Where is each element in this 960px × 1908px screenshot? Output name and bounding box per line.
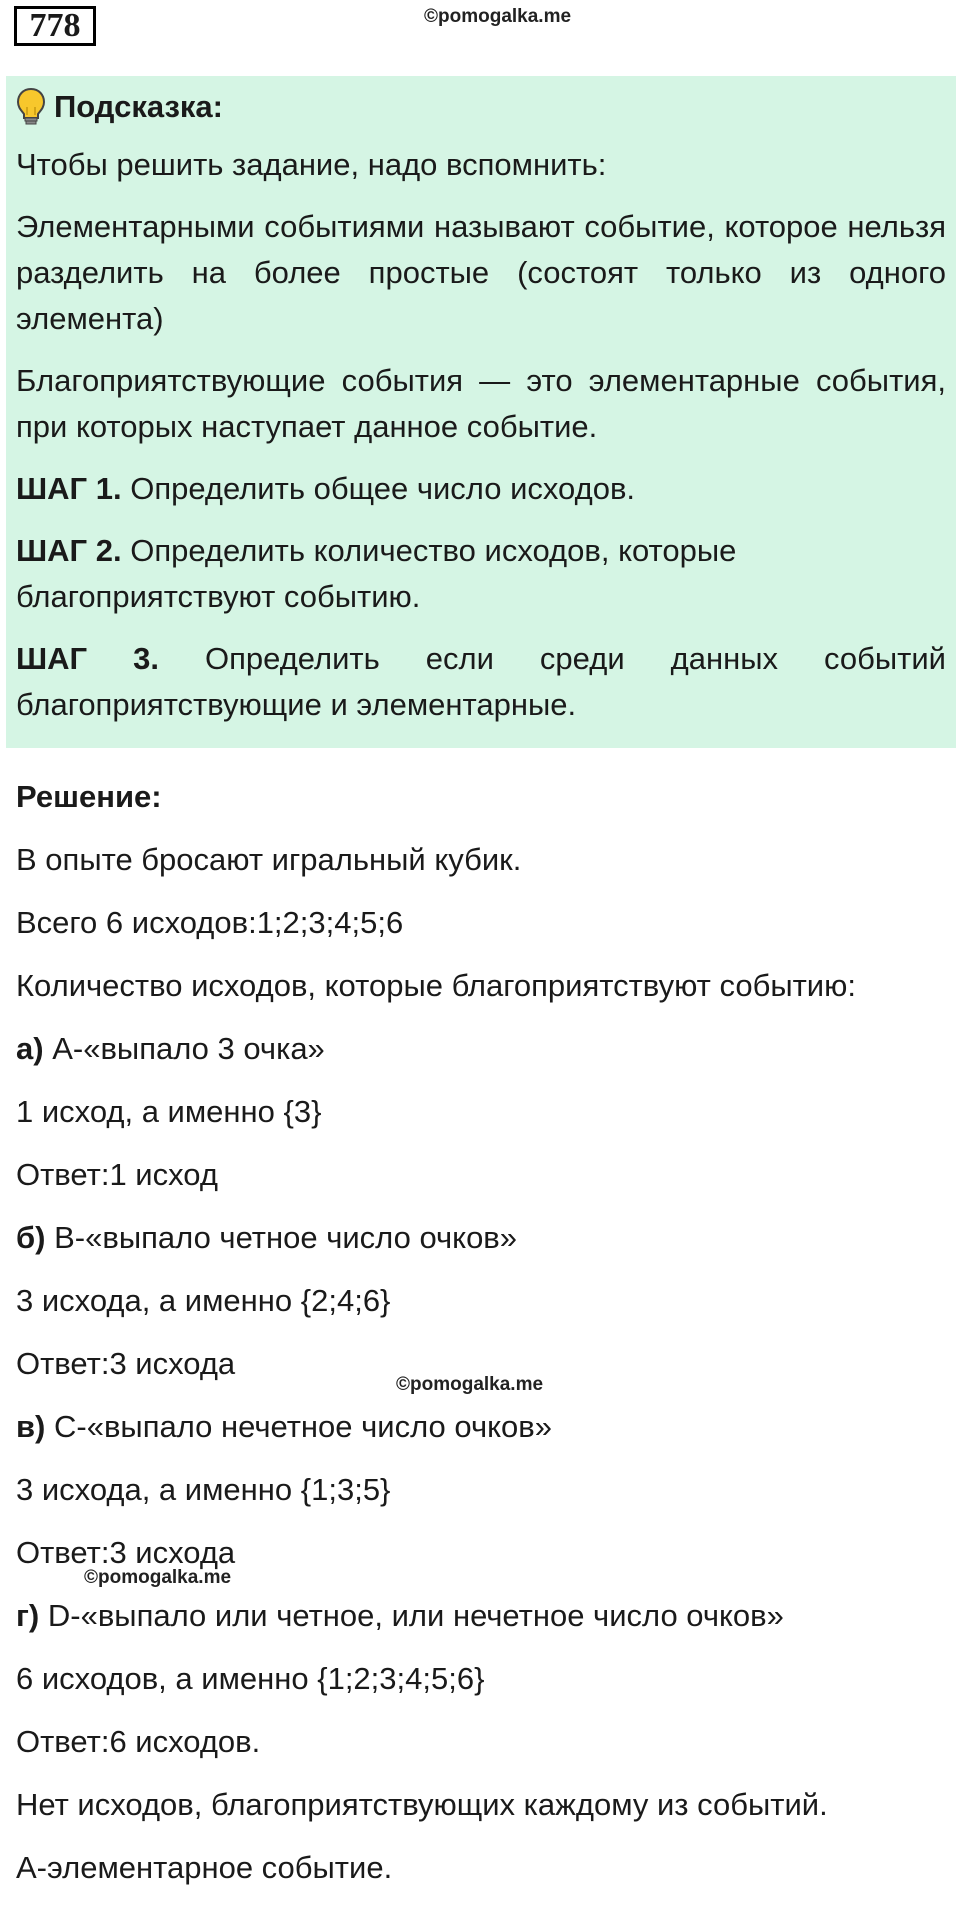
step-3-text: Определить если среди данных событий благоприятствующие и элементарные. xyxy=(16,641,946,722)
conclusion-1: Нет исходов, благоприятствующих каждому из событий. xyxy=(16,1787,828,1822)
part-a-event-text: А-«выпало 3 очка» xyxy=(52,1031,325,1066)
task-number: 778 xyxy=(14,6,96,46)
part-d-event xyxy=(16,1593,946,1639)
hint-definition-favorable: Благоприятствующие события — это элементарные события, при которых наступает данное событие. xyxy=(16,363,946,444)
watermark: ©pomogalka.me xyxy=(424,6,572,27)
part-a-label: а) xyxy=(16,1031,44,1066)
hint-title-row xyxy=(16,84,946,130)
part-d-label: г) xyxy=(16,1598,40,1633)
part-c-event-text: С-«выпало нечетное число очков» xyxy=(54,1409,552,1444)
solution-line-1: В опыте бросают игральный кубик. xyxy=(16,842,522,877)
hint-step-3 xyxy=(16,636,946,728)
hint-title: Подсказка: xyxy=(54,89,223,124)
part-a-answer: Ответ:1 исход xyxy=(16,1157,218,1192)
part-a-outcomes: 1 исход, а именно {3} xyxy=(16,1094,322,1129)
solution-line-3: Количество исходов, которые благоприятствуют событию: xyxy=(16,968,856,1003)
solution-section xyxy=(16,774,946,1908)
hint-step-2 xyxy=(16,528,946,620)
part-b-event xyxy=(16,1215,946,1261)
part-a-event xyxy=(16,1026,946,1072)
part-d-outcomes: 6 исходов, а именно {1;2;3;4;5;6} xyxy=(16,1661,485,1696)
part-b-outcomes: 3 исхода, а именно {2;4;6} xyxy=(16,1283,391,1318)
part-d-event-text: D-«выпало или четное, или нечетное число очков» xyxy=(47,1598,784,1633)
lightbulb-icon xyxy=(16,87,46,127)
part-c-answer: Ответ:3 исхода xyxy=(16,1535,236,1570)
hint-intro: Чтобы решить задание, надо вспомнить: xyxy=(16,147,607,182)
part-b-answer: Ответ:3 исхода xyxy=(16,1346,236,1381)
hint-definition-elementary: Элементарными событиями называют событие, которое нельзя разделить на более простые (состоят только из одного элемента) xyxy=(16,209,946,336)
watermark-middle: ©pomogalka.me xyxy=(396,1374,544,1395)
part-b-label: б) xyxy=(16,1220,46,1255)
part-c-event xyxy=(16,1404,946,1450)
step-2-label: ШАГ 2. xyxy=(16,533,122,568)
solution-line-2: Всего 6 исходов:1;2;3;4;5;6 xyxy=(16,905,404,940)
step-2-text: Определить количество исходов, которые благоприятствуют событию. xyxy=(16,533,737,614)
watermark-lower: ©pomogalka.me xyxy=(84,1567,232,1588)
part-b-event-text: В-«выпало четное число очков» xyxy=(54,1220,518,1255)
step-1-text: Определить общее число исходов. xyxy=(130,471,636,506)
part-c-outcomes: 3 исхода, а именно {1;3;5} xyxy=(16,1472,391,1507)
conclusion-2: А-элементарное событие. xyxy=(16,1850,393,1885)
step-1-label: ШАГ 1. xyxy=(16,471,122,506)
part-d-answer: Ответ:6 исходов. xyxy=(16,1724,261,1759)
solution-title: Решение: xyxy=(16,779,162,814)
hint-box xyxy=(6,76,956,748)
hint-step-1 xyxy=(16,466,946,512)
step-3-label: ШАГ 3. xyxy=(16,641,159,676)
part-c-label: в) xyxy=(16,1409,46,1444)
